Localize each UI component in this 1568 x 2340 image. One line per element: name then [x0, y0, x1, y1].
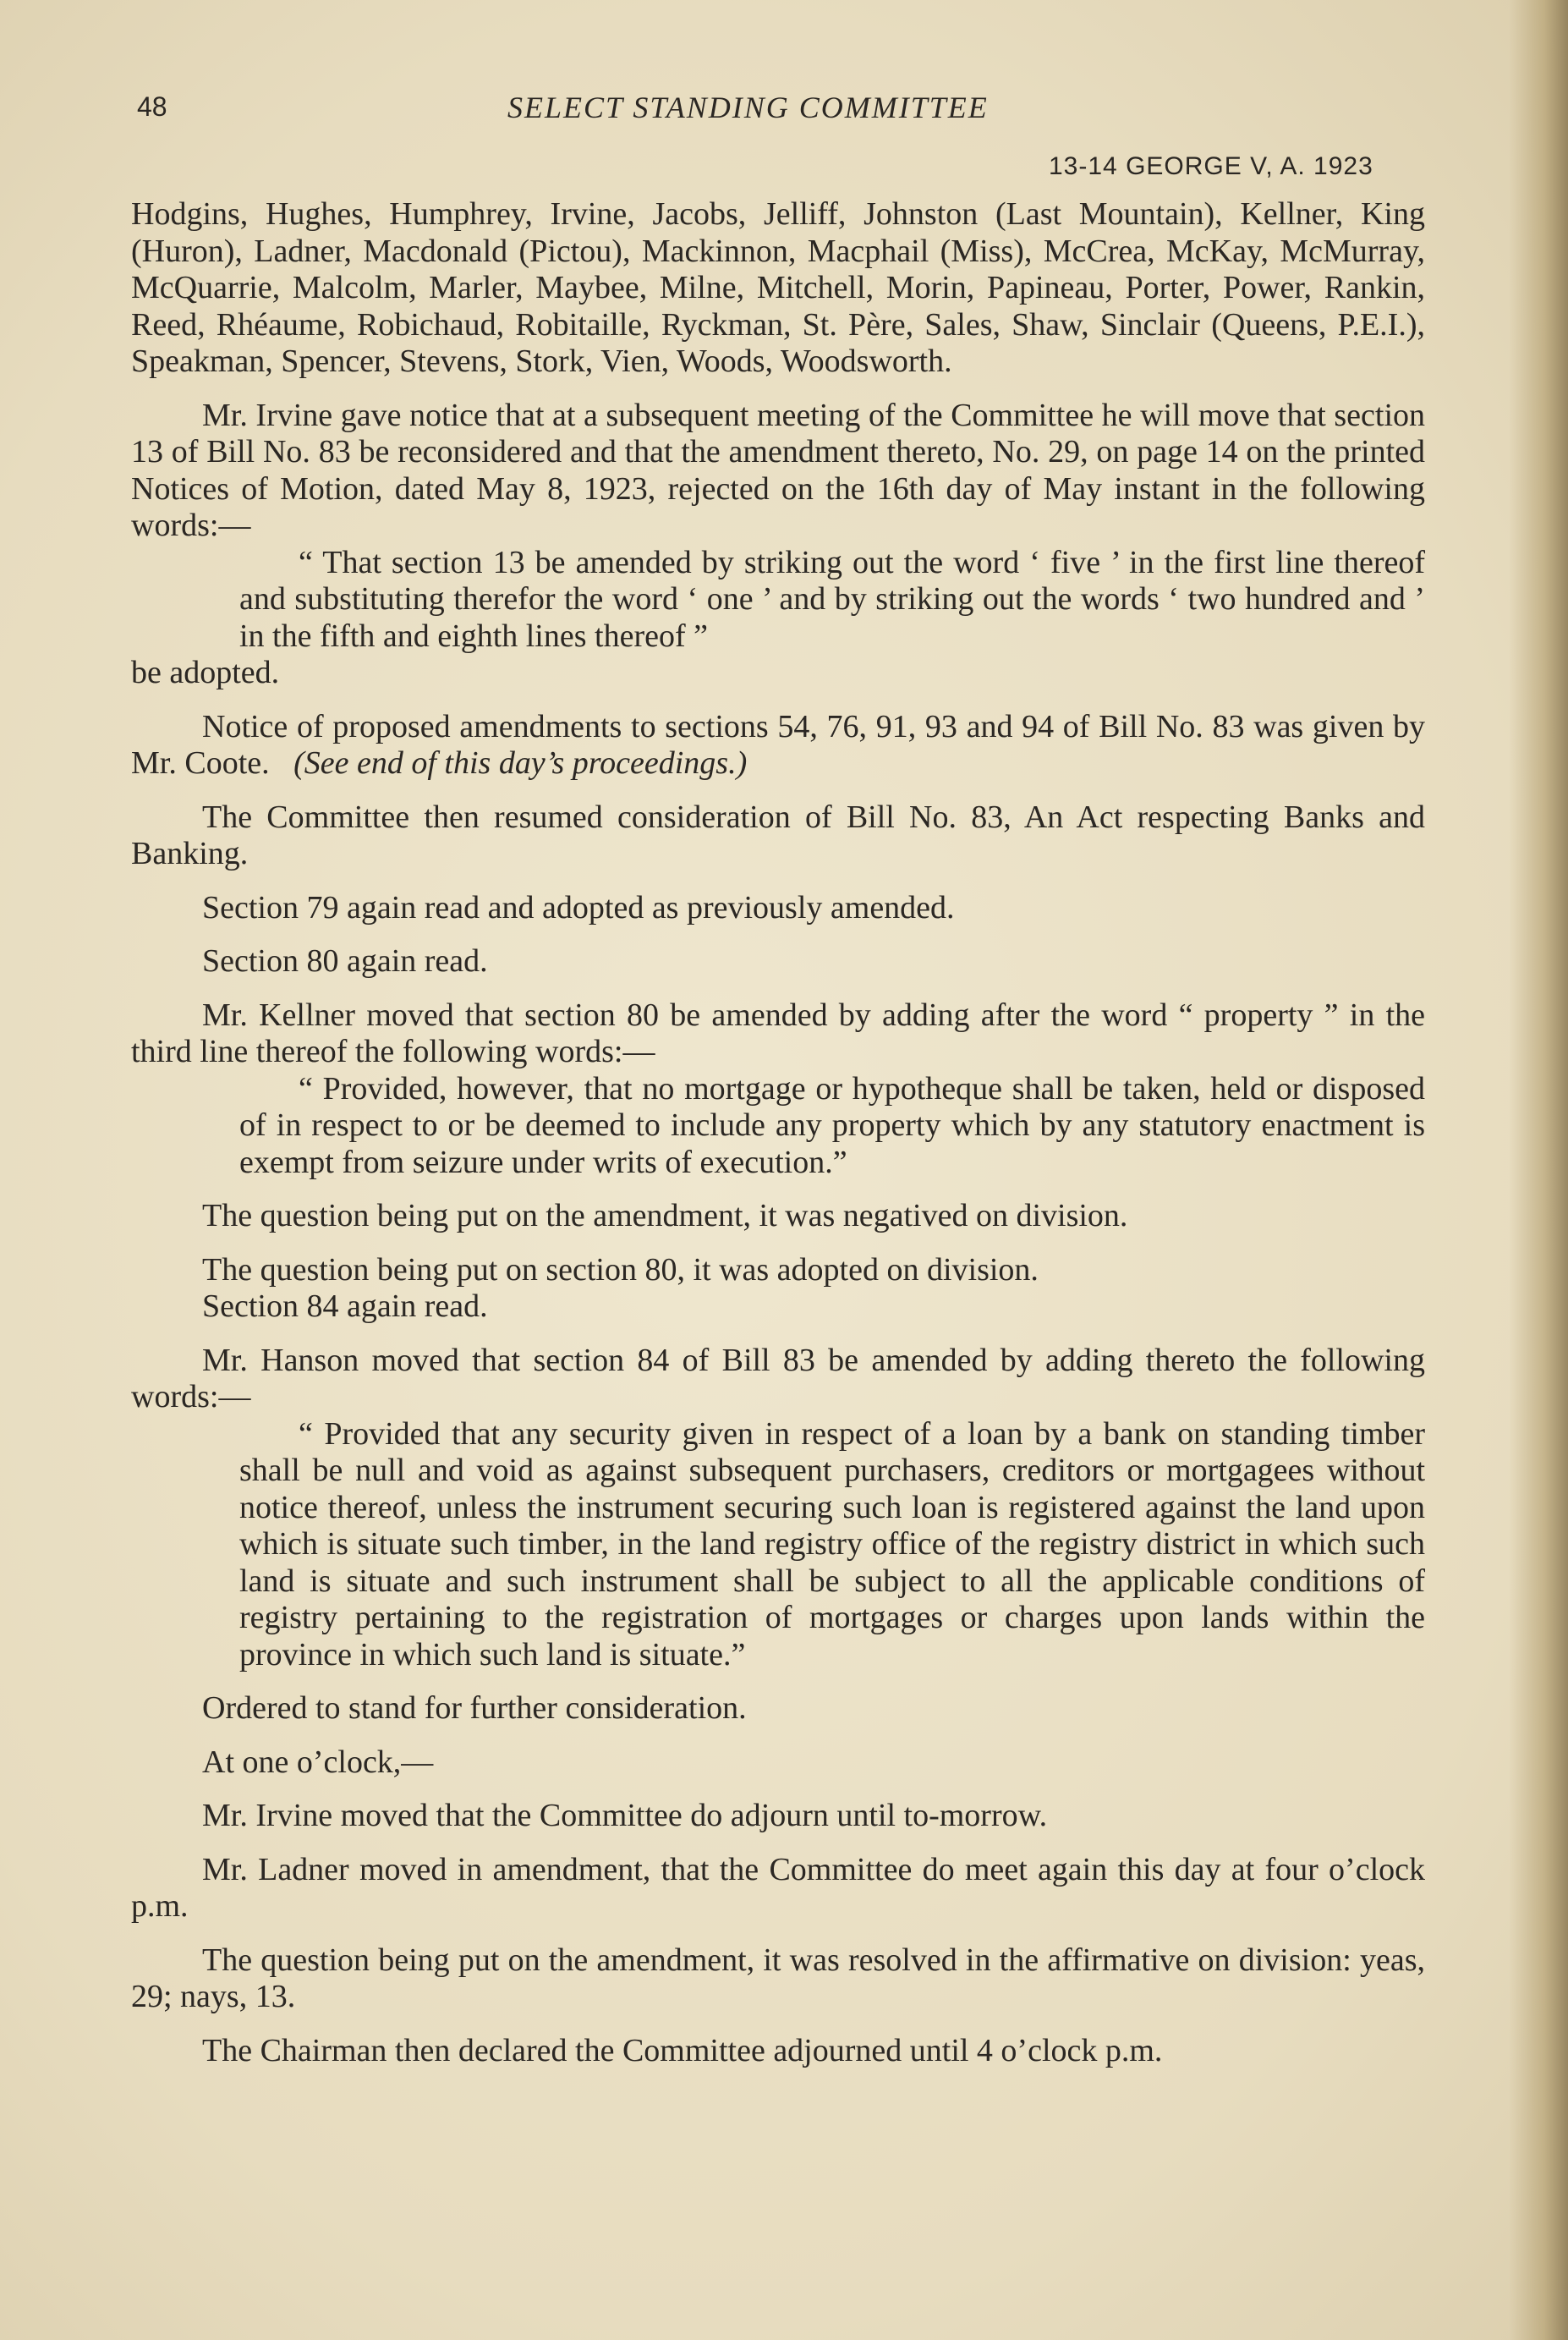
section-84-read-paragraph: Section 84 again read. [202, 1288, 488, 1324]
section-80-adopted-paragraph: The question being put on section 80, it was adopted on division. [202, 1251, 1039, 1288]
coote-notice-text: Notice of proposed amendments to sections 54, 76, 91, 93 and 94 of Bill No. 83 was given by Mr. Coote. [131, 708, 1425, 781]
page-number: 48 [137, 91, 167, 122]
amendment-negatived-paragraph: The question being put on the amendment, it was negatived on division. [202, 1198, 1128, 1233]
irvine-amendment-quote: “ That section 13 be amended by striking out the word ‘ five ’ in the first line thereof and substituting therefor the word ‘ one ’ and by striking out the words ‘ two hundred and ’ in the fifth and eighth lines thereof ” [239, 544, 1425, 654]
irvine-notice-paragraph: Mr. Irvine gave notice that at a subsequent meeting of the Committee he will move that section 13 of Bill No. 83 be reconsidered and that the amendment thereto, No. 29, on page 14 on the printed Notices of Motion, dated May 8, 1923, rejected on the 16th day of May instant in the following words:— [131, 397, 1425, 543]
one-oclock-paragraph: At one o’clock,— [202, 1744, 434, 1780]
irvine-adjourn-paragraph: Mr. Irvine moved that the Committee do adjourn until to-morrow. [202, 1798, 1048, 1833]
running-title: SELECT STANDING COMMITTEE [507, 91, 989, 124]
session-reference: 13-14 GEORGE V, A. 1923 [1049, 152, 1373, 180]
book-spine-shadow [1509, 0, 1568, 2340]
hanson-amendment-quote: “ Provided that any security given in respect of a loan by a bank on standing timber shall be null and void as against subsequent purchasers, creditors or mortgagees without notice thereof, unless the instrument securing such loan is registered against the land upon which is situate such timber, in the land registry office of the registry district in which such land is situate and such instrument shall be subject to all the applicable conditions of registry pertaining to the registration of mortgages or charges upon lands within the province in which such land is situate.” [239, 1415, 1425, 1673]
section-79-paragraph: Section 79 again read and adopted as previously amended. [202, 889, 955, 926]
coote-notice-reference: (See end of this day’s proceedings.) [293, 745, 748, 781]
coote-notice-paragraph [131, 709, 1425, 783]
ordered-to-stand-paragraph: Ordered to stand for further consideration. [202, 1690, 747, 1726]
ladner-amendment-paragraph: Mr. Ladner moved in amendment, that the Committee do meet again this day at four o’clock p.m. [131, 1851, 1425, 1924]
kellner-amendment-quote: “ Provided, however, that no mortgage or hypotheque shall be taken, held or disposed of in respect to or be deemed to include any property which by any statutory enactment is exempt from seizure under writs of execution.” [239, 1070, 1425, 1180]
section-80-read-paragraph: Section 80 again read. [202, 943, 488, 979]
resumed-paragraph: The Committee then resumed consideration of Bill No. 83, An Act respecting Banks and Banking. [131, 799, 1425, 871]
body-text [131, 196, 1425, 2086]
kellner-motion-paragraph: Mr. Kellner moved that section 80 be amended by adding after the word “ property ” in the third line thereof the following words:— [131, 997, 1425, 1069]
affirmative-result-paragraph: The question being put on the amendment, it was resolved in the affirmative on division: yeas, 29; nays, 13. [131, 1942, 1425, 2014]
members-list-paragraph: Hodgins, Hughes, Humphrey, Irvine, Jacobs, Jelliff, Johnston (Last Mountain), Kellner, King (Huron), Ladner, Macdonald (Pictou), Mackinnon, Macphail (Miss), McCrea, McKay, McMurray, McQuarrie, Malcolm, Marler, Maybee, Milne, Mitchell, Morin, Papineau, Porter, Power, Rankin, Reed, Rhéaume, Robichaud, Robitaille, Ryckman, St. Père, Sales, Shaw, Sinclair (Queens, P.E.I.), Speakman, Spencer, Stevens, Stork, Vien, Woods, Woodsworth. [131, 196, 1425, 379]
be-adopted-line: be adopted. [131, 655, 280, 690]
hanson-motion-paragraph: Mr. Hanson moved that section 84 of Bill 83 be amended by adding thereto the following words:— [131, 1342, 1425, 1414]
adjourned-paragraph: The Chairman then declared the Committee adjourned until 4 o’clock p.m. [202, 2032, 1163, 2068]
